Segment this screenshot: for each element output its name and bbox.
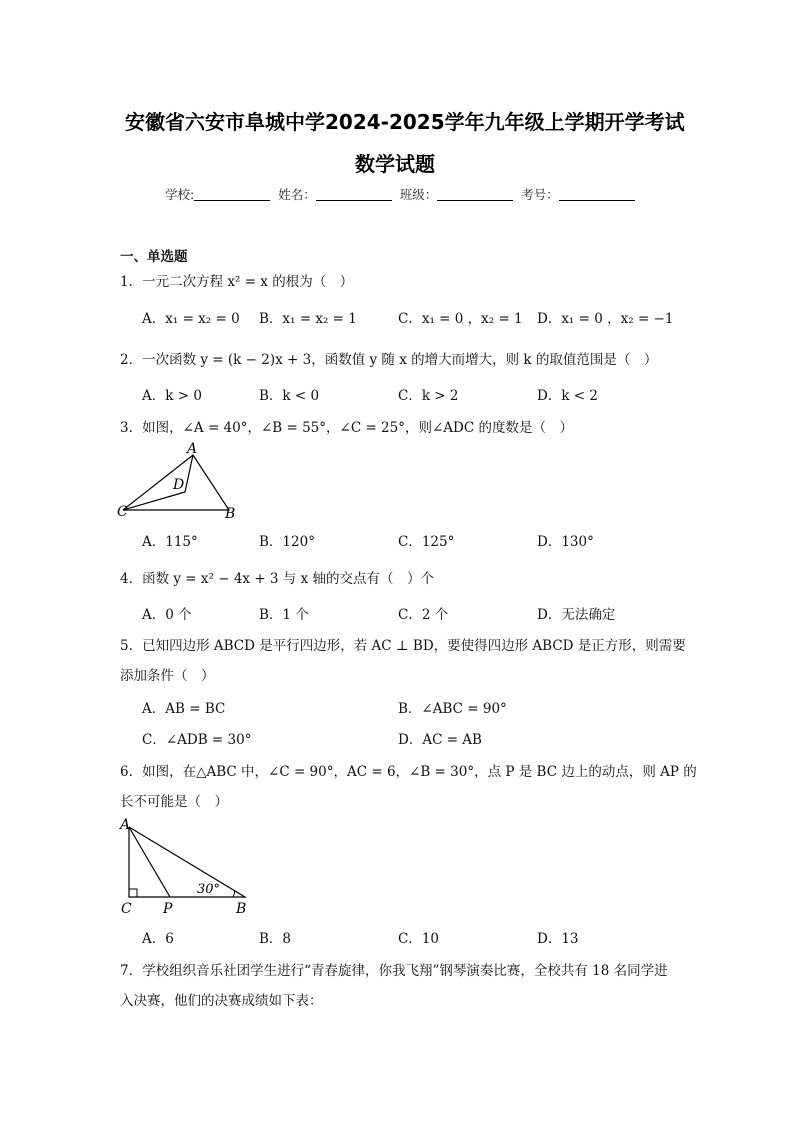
q3-label-a: A <box>187 441 198 457</box>
question-5-option-d: D．AC = AB <box>398 732 482 748</box>
question-5-stem-line-1: 5．已知四边形 ABCD 是平行四边形，若 AC ⊥ BD，要使得四边形 ABCD 是正方形，则需要 <box>120 638 686 654</box>
question-6-option-d: D．13 <box>537 931 579 947</box>
question-1-option-a: A．x₁ = x₂ = 0 <box>142 311 240 327</box>
question-1-stem: 1．一元二次方程 x² = x 的根为（ ） <box>120 274 354 290</box>
school-blank[interactable] <box>194 188 270 201</box>
class-label: 班级： <box>399 187 438 202</box>
name-label: 姓名： <box>278 187 316 202</box>
question-6-figure <box>115 815 255 917</box>
question-6-option-c: C．10 <box>398 931 440 947</box>
question-4-stem: 4．函数 y = x² − 4x + 3 与 x 轴的交点有（ ）个 <box>120 571 434 587</box>
section-heading: 一、单选题 <box>120 249 188 265</box>
q6-label-angle: 30° <box>197 882 221 897</box>
question-7-stem-line-2: 入决赛，他们的决赛成绩如下表： <box>120 993 323 1009</box>
question-5-option-c: C．∠ADB = 30° <box>142 732 252 748</box>
q6-angle-arc <box>233 891 235 898</box>
question-3-option-b: B．120° <box>259 534 315 550</box>
question-3-option-a: A．115° <box>142 534 198 550</box>
number-blank[interactable] <box>559 188 635 201</box>
q3-label-c: C <box>117 504 128 520</box>
question-5-option-a: A．AB = BC <box>142 701 226 717</box>
q3-label-b: B <box>225 506 236 522</box>
question-1-option-c: C．x₁ = 0 ，x₂ = 1 <box>398 311 523 327</box>
class-blank[interactable] <box>437 188 513 201</box>
name-blank[interactable] <box>316 188 392 201</box>
question-5-option-b: B．∠ABC = 90° <box>398 701 507 717</box>
question-2-option-b: B．k < 0 <box>259 388 320 404</box>
question-1-option-d: D．x₁ = 0 ，x₂ = −1 <box>537 311 674 327</box>
question-4-option-a: A．0 个 <box>142 607 192 623</box>
question-2-stem: 2．一次函数 y = (k − 2)x + 3，函数值 y 随 x 的增大而增大，则 k 的取值范围是（ ） <box>120 352 658 368</box>
q6-triangle-outline <box>129 827 245 897</box>
q3-label-d: D <box>173 477 185 493</box>
q6-label-c: C <box>121 901 132 917</box>
question-4-option-b: B．1 个 <box>259 607 309 623</box>
question-2-option-d: D．k < 2 <box>537 388 598 404</box>
question-4-option-c: C．2 个 <box>398 607 449 623</box>
q6-segment-ap <box>129 827 170 897</box>
q6-label-p: P <box>163 901 173 917</box>
question-6-option-b: B．8 <box>259 931 292 947</box>
title-line-1: 安徽省六安市阜城中学2024-2025学年九年级上学期开学考试 <box>125 110 685 134</box>
question-2-option-a: A．k > 0 <box>142 388 202 404</box>
q6-label-a: A <box>120 817 131 833</box>
student-info-row <box>165 185 635 203</box>
question-1-option-b: B．x₁ = x₂ = 1 <box>259 311 357 327</box>
question-2-option-c: C．k > 2 <box>398 388 459 404</box>
question-4-option-d: D．无法确定 <box>537 607 616 623</box>
question-3-option-d: D．130° <box>537 534 594 550</box>
question-6-stem-line-1: 6．如图，在△ABC 中，∠C = 90°，AC = 6，∠B = 30°，点 P 是 BC 边上的动点，则 AP 的 <box>120 764 697 780</box>
question-3-stem: 3．如图，∠A = 40°，∠B = 55°，∠C = 25°，则∠ADC 的度数是（ ） <box>120 420 573 436</box>
question-6-option-a: A．6 <box>142 931 174 947</box>
q6-right-angle-mark <box>129 889 137 897</box>
question-3-option-c: C．125° <box>398 534 455 550</box>
question-3-figure <box>115 440 245 522</box>
number-label: 考号： <box>521 187 559 202</box>
q6-label-b: B <box>236 901 247 917</box>
question-7-stem-line-1: 7．学校组织音乐社团学生进行“青春旋律，你我飞翔”钢琴演奏比赛，全校共有 18 名同学进 <box>120 963 668 979</box>
title-line-2: 数学试题 <box>355 152 435 176</box>
question-6-stem-line-2: 长不可能是（ ） <box>120 794 228 810</box>
school-label: 学校: <box>165 187 195 202</box>
question-5-stem-line-2: 添加条件（ ） <box>120 668 215 684</box>
